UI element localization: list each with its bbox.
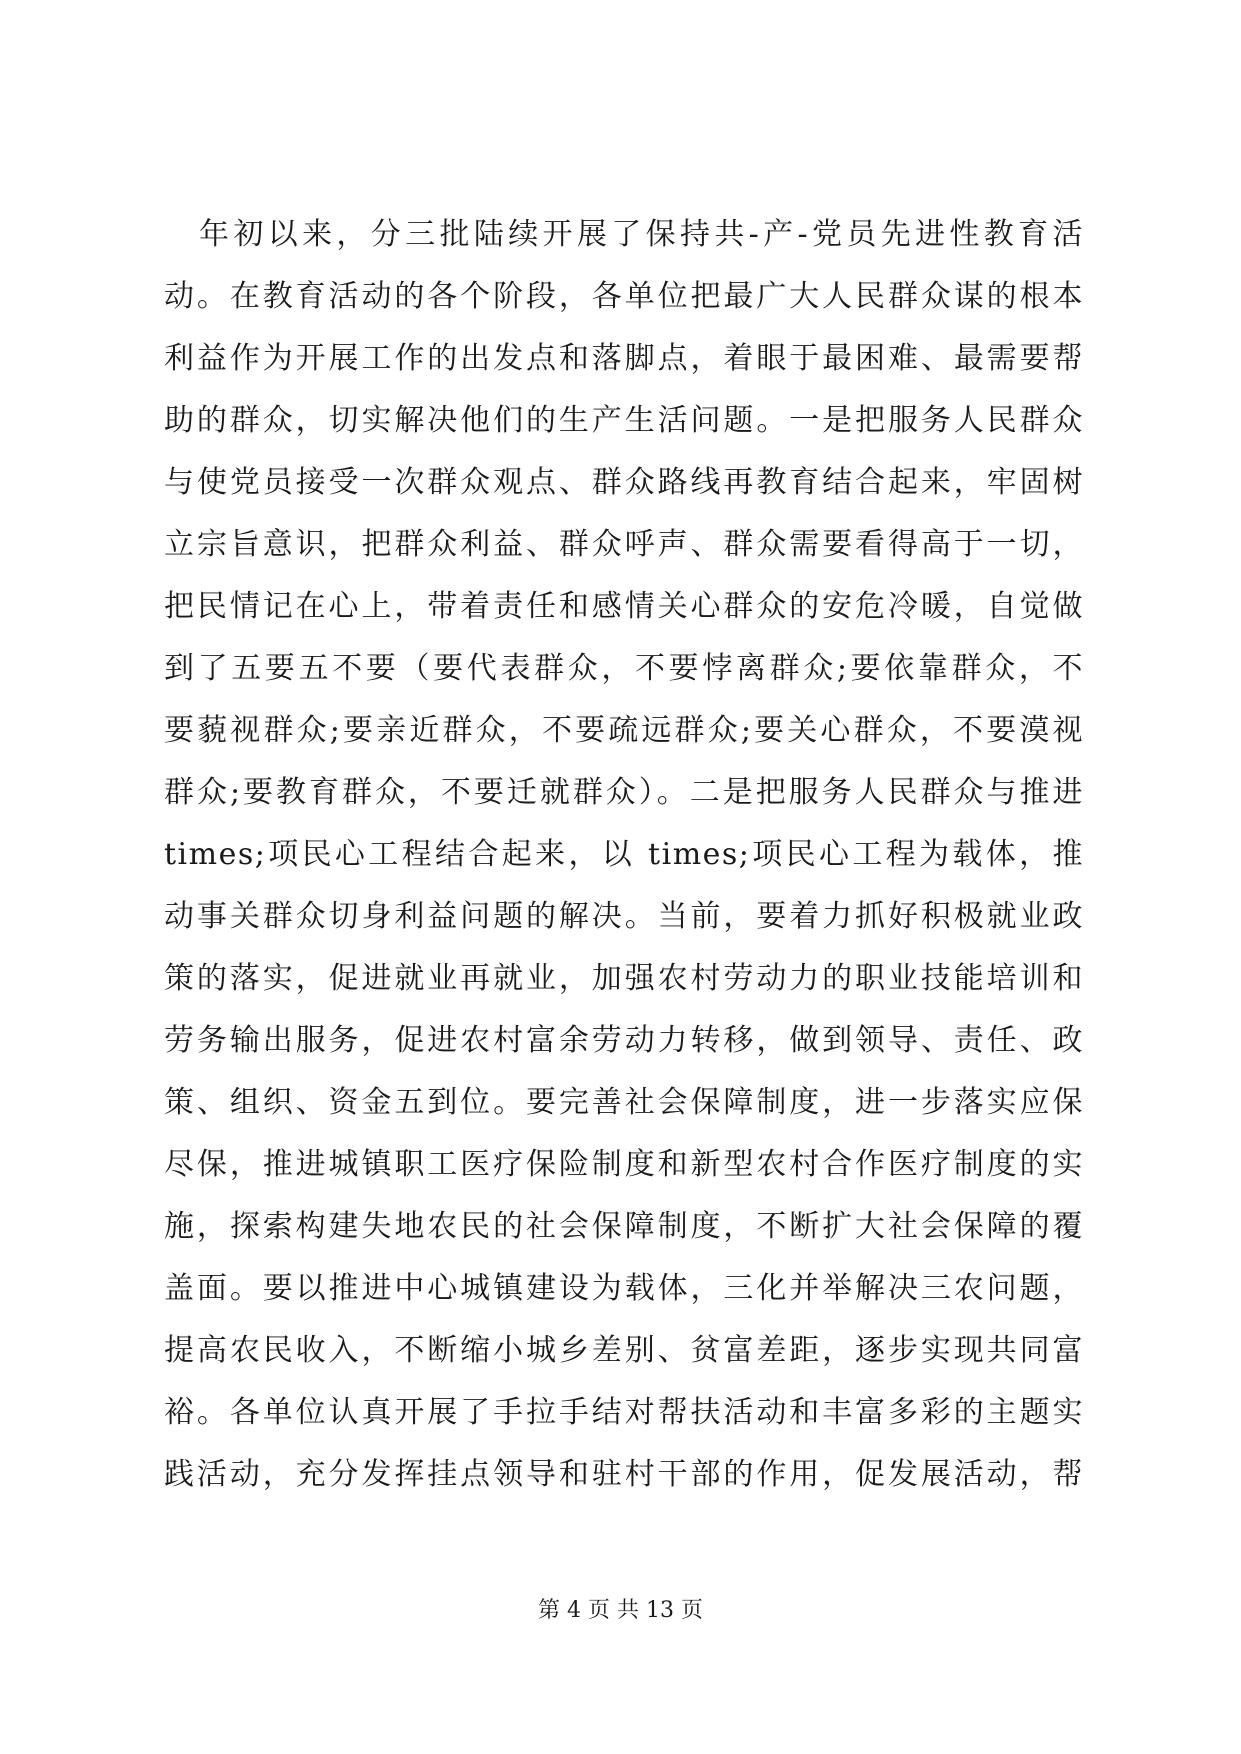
text-line: 与使党员接受一次群众观点、群众路线再教育结合起来，牢固树: [164, 465, 1084, 500]
text-line: 要藐视群众;要亲近群众，不要疏远群众;要关心群众，不要漠视: [164, 713, 1084, 748]
text-line: 立宗旨意识，把群众利益、群众呼声、群众需要看得高于一切，: [164, 527, 1084, 562]
text-line: 劳务输出服务，促进农村富余劳动力转移，做到领导、责任、政: [164, 1023, 1084, 1058]
body-paragraph: [164, 204, 1084, 1506]
text-line: 动事关群众切身利益问题的解决。当前，要着力抓好积极就业政: [164, 899, 1084, 934]
text-line: 盖面。要以推进中心城镇建设为载体，三化并举解决三农问题，: [164, 1271, 1084, 1306]
text-line: 助的群众，切实解决他们的生产生活问题。一是把服务人民群众: [164, 403, 1084, 438]
text-line: 年初以来，分三批陆续开展了保持共-产-党员先进性教育活: [199, 217, 1084, 252]
page-footer: 第 4 页 共 13 页: [538, 1598, 703, 1623]
text-line: 裕。各单位认真开展了手拉手结对帮扶活动和丰富多彩的主题实: [164, 1395, 1084, 1430]
text-line: 策、组织、资金五到位。要完善社会保障制度，进一步落实应保: [164, 1085, 1084, 1120]
text-line: 利益作为开展工作的出发点和落脚点，着眼于最困难、最需要帮: [164, 341, 1084, 376]
text-line: 群众;要教育群众，不要迁就群众）。二是把服务人民群众与推进: [164, 775, 1084, 810]
text-line: times;项民心工程结合起来，以 times;项民心工程为载体，推: [164, 837, 1084, 872]
text-line: 动。在教育活动的各个阶段，各单位把最广大人民群众谋的根本: [164, 279, 1084, 314]
text-line: 尽保，推进城镇职工医疗保险制度和新型农村合作医疗制度的实: [164, 1147, 1084, 1182]
text-line: 提高农民收入，不断缩小城乡差别、贫富差距，逐步实现共同富: [164, 1333, 1084, 1368]
text-line: 施，探索构建失地农民的社会保障制度，不断扩大社会保障的覆: [164, 1209, 1084, 1244]
text-line: 策的落实，促进就业再就业，加强农村劳动力的职业技能培训和: [164, 961, 1084, 996]
text-line: 把民情记在心上，带着责任和感情关心群众的安危冷暖，自觉做: [164, 589, 1084, 624]
text-line: 到了五要五不要（要代表群众，不要悖离群众;要依靠群众，不: [164, 651, 1084, 686]
text-line: 践活动，充分发挥挂点领导和驻村干部的作用，促发展活动，帮: [164, 1457, 1084, 1492]
